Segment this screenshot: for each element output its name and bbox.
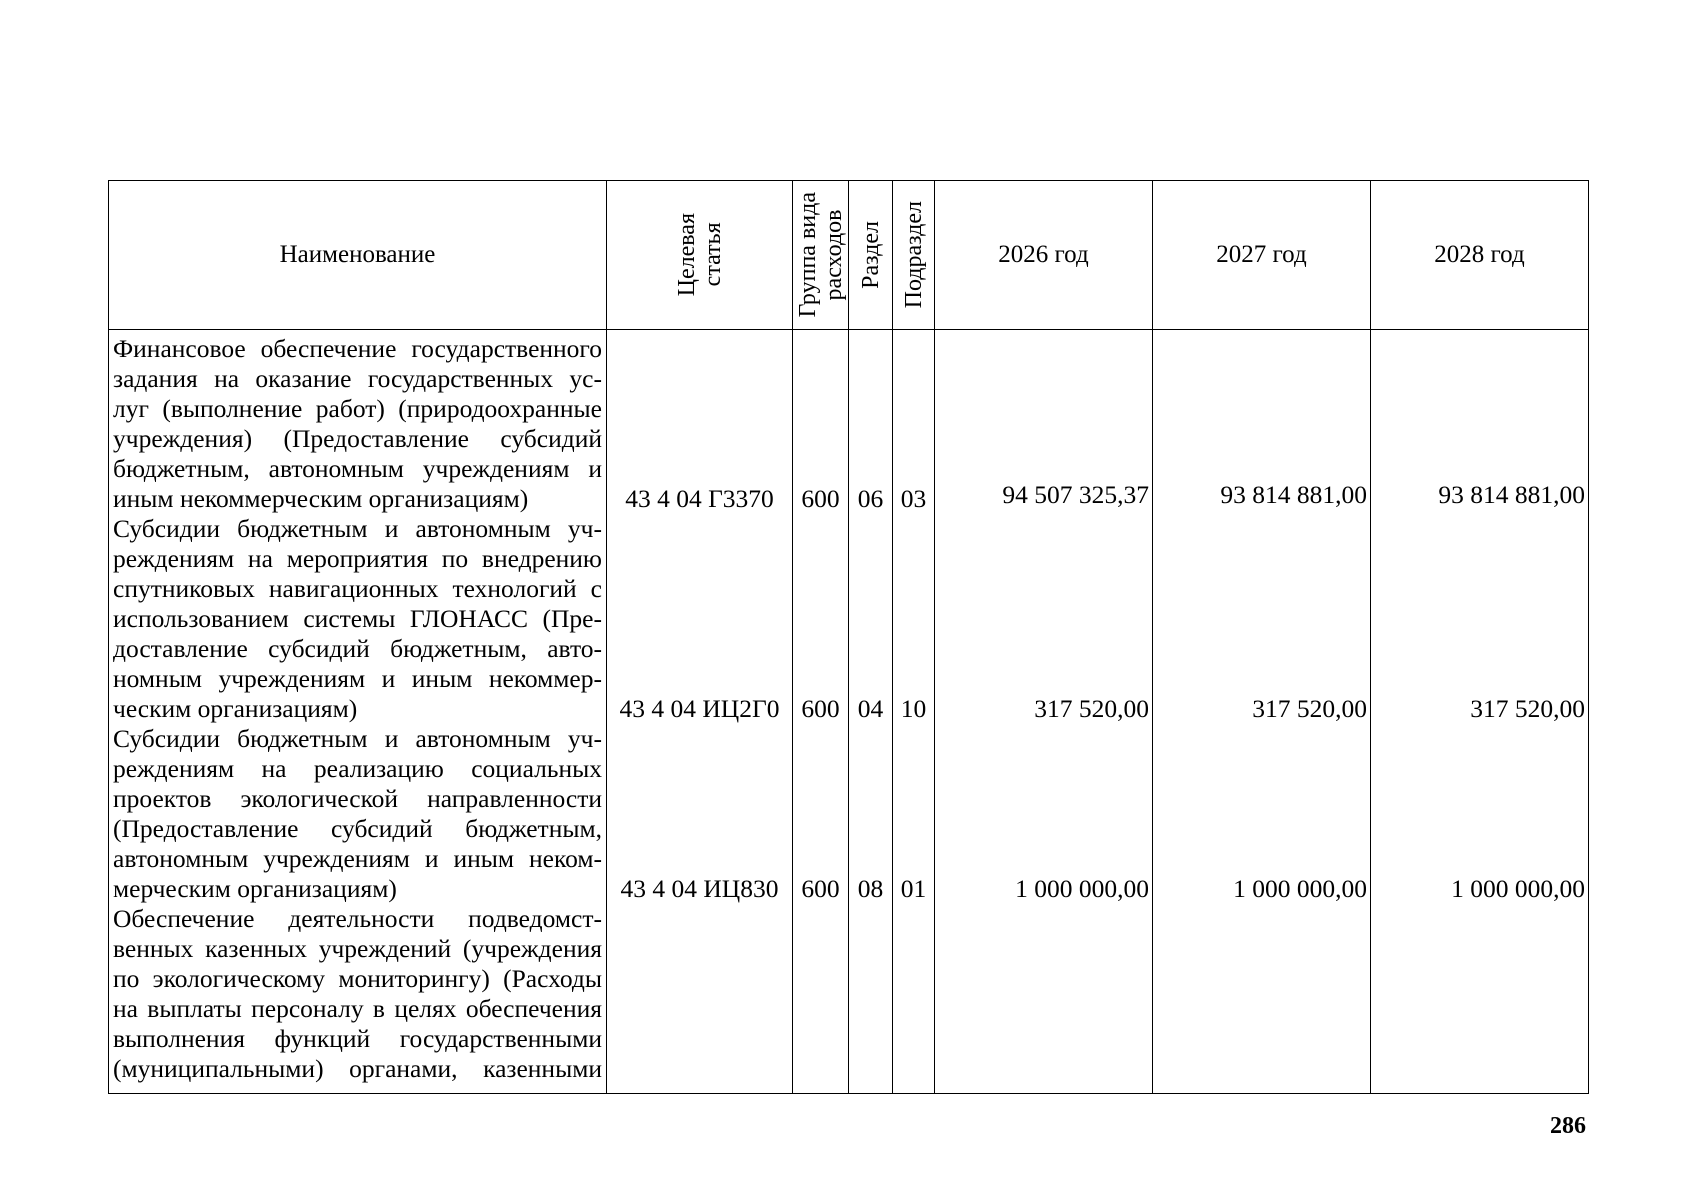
entry-name-line: доставление субсидий бюджетным, авто- (113, 634, 602, 663)
header-expense-group (793, 181, 849, 330)
entry-name-line: ческим организациям) (113, 694, 358, 723)
entry-name-line: иным некоммерческим организациям) (113, 484, 529, 513)
target-article-value: 43 4 04 ИЦ830 (620, 874, 779, 903)
amount-2027: 1 000 000,00 (1233, 874, 1367, 903)
entry-name-line: реждениям на мероприятия по внедрению (113, 544, 602, 573)
entry-name-line: луг (выполнение работ) (природоохранные (113, 394, 602, 423)
expense-group-value: 600 (801, 874, 840, 903)
subsection-value: 01 (900, 874, 927, 903)
entry-name-line: проектов экологической направленности (113, 784, 602, 813)
header-year-2027: 2027 год (1153, 181, 1371, 330)
amount-2027: 93 814 881,00 (1220, 480, 1367, 509)
header-target-article-label: Целевая статья (673, 213, 726, 297)
header-section-label: Раздел (857, 221, 884, 289)
year-2027-column (1153, 330, 1371, 1094)
header-expense-group-label: Группа вида расходов (794, 192, 847, 318)
subsection-value: 10 (900, 694, 927, 723)
header-target-article (607, 181, 793, 330)
entry-name-line: (Предоставление субсидий бюджетным, (113, 814, 602, 843)
header-subsection-label: Подраздел (900, 201, 927, 309)
entry-name-line: на выплаты персоналу в целях обеспечения (113, 994, 602, 1023)
section-value: 08 (857, 874, 884, 903)
target-article-value: 43 4 04 ИЦ2Г0 (619, 694, 780, 723)
subsection-column (893, 330, 935, 1094)
entry-name-line: Субсидии бюджетным и автономным уч- (113, 514, 602, 543)
entry-name-line: венных казенных учреждений (учреждения (113, 934, 602, 963)
entry-name-line: учреждения) (Предоставление субсидий (113, 424, 602, 453)
section-value: 06 (857, 484, 884, 513)
amount-2027: 317 520,00 (1252, 694, 1367, 723)
entry-name-line: бюджетным, автономным учреждениям и (113, 454, 602, 483)
table-header-row (109, 181, 1589, 330)
entry-name-line: Субсидии бюджетным и автономным уч- (113, 724, 602, 753)
entry-name-line: мерческим организациям) (113, 874, 397, 903)
entry-name-line: по экологическому мониторингу) (Расходы (113, 964, 602, 993)
entry-name-line: использованием системы ГЛОНАСС (Пре- (113, 604, 602, 633)
amount-2028: 93 814 881,00 (1438, 480, 1585, 509)
header-year-2026: 2026 год (935, 181, 1153, 330)
entry-name-line: выполнения функций государственными (113, 1024, 602, 1053)
entry-name-line: задания на оказание государственных ус- (113, 364, 602, 393)
amount-2026: 317 520,00 (1034, 694, 1149, 723)
entry-name-line: автономным учреждениям и иным неком- (113, 844, 602, 873)
entry-name-line: Обеспечение деятельности подведомст- (113, 904, 602, 933)
table-body-row (109, 330, 1589, 1094)
entry-name-line: Финансовое обеспечение государственного (113, 334, 602, 363)
year-2026-column (935, 330, 1153, 1094)
entry-name-line: спутниковых навигационных технологий с (113, 574, 602, 603)
amount-2028: 1 000 000,00 (1451, 874, 1585, 903)
expense-group-value: 600 (801, 694, 840, 723)
header-name: Наименование (109, 181, 607, 330)
amount-2026: 1 000 000,00 (1015, 874, 1149, 903)
amount-2028: 317 520,00 (1470, 694, 1585, 723)
expense-group-column (793, 330, 849, 1094)
expense-group-value: 600 (801, 484, 840, 513)
page-number: 286 (1550, 1113, 1586, 1139)
section-value: 04 (857, 694, 884, 723)
entry-name-line: номным учреждениям и иным некоммер- (113, 664, 602, 693)
entry-name-line: (муниципальными) органами, казенными (113, 1054, 602, 1083)
header-subsection (893, 181, 935, 330)
target-article-column (607, 330, 793, 1094)
budget-table (108, 180, 1589, 1094)
target-article-value: 43 4 04 Г3370 (625, 484, 774, 513)
year-2028-column (1371, 330, 1589, 1094)
subsection-value: 03 (900, 484, 927, 513)
names-column (109, 330, 607, 1094)
header-section (849, 181, 893, 330)
entry-name-line: реждениям на реализацию социальных (113, 754, 602, 783)
amount-2026: 94 507 325,37 (1002, 480, 1149, 509)
header-year-2028: 2028 год (1371, 181, 1589, 330)
section-column (849, 330, 893, 1094)
